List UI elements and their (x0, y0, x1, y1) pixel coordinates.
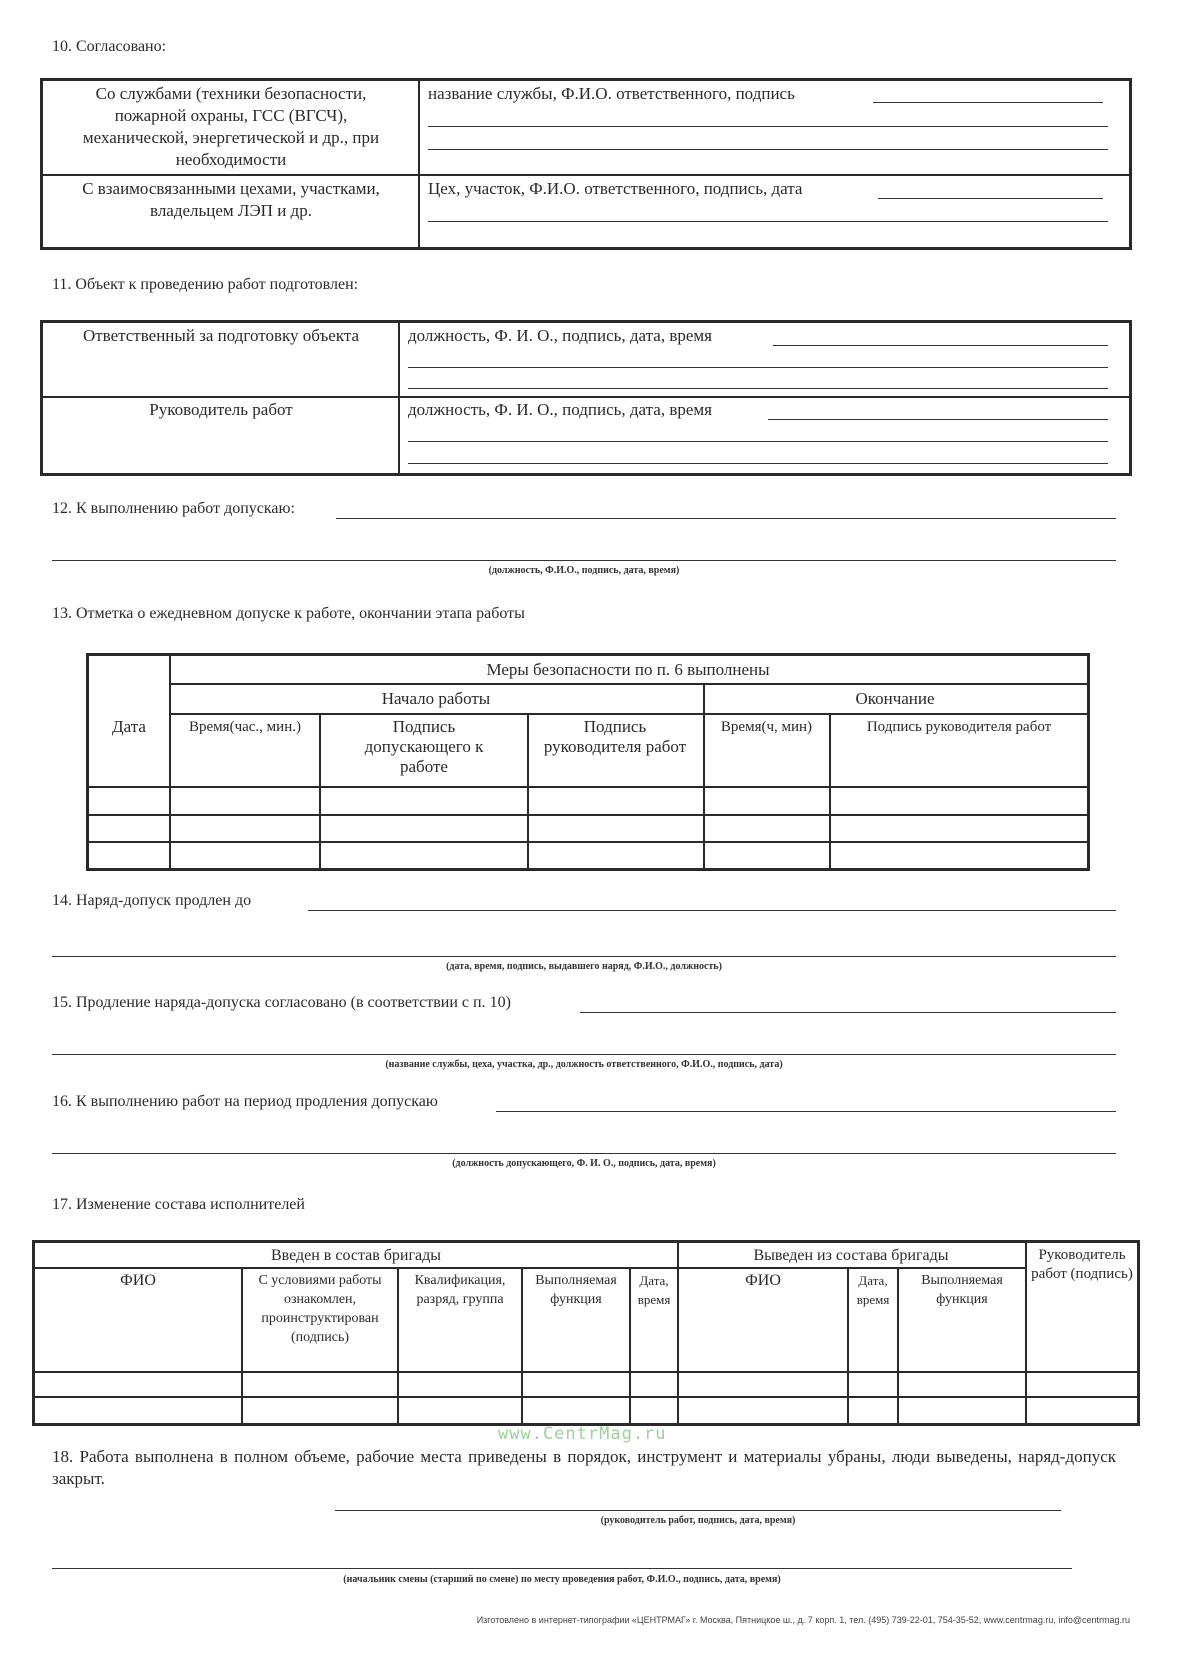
daily-admission-table (86, 653, 1090, 871)
section-18-line-2[interactable] (52, 1568, 1072, 1569)
work-leader-line[interactable] (768, 419, 1108, 420)
section-15-caption: (название службы, цеха, участка, др., должность ответственного, Ф.И.О., подпись, дата) (385, 1059, 783, 1070)
section-13-title: 13. Отметка о ежедневном допуске к работе, окончании этапа работы (52, 605, 525, 622)
crew-leader-sign-header: Руководитель работ (подпись) (1031, 1247, 1133, 1282)
object-prep-field-label: должность, Ф. И. О., подпись, дата, время (408, 326, 712, 345)
object-prep-line-2[interactable] (408, 367, 1108, 368)
section-14-line-2[interactable] (52, 956, 1116, 957)
section-18-caption-2: (начальник смены (старший по смене) по месту проведения работ, Ф.И.О., подпись, дата, время) (343, 1574, 781, 1585)
crew-in-qualification-header: Квалификация, разряд, группа (414, 1273, 506, 1307)
object-prep-responsible-label: Ответственный за подготовку объекта (82, 326, 360, 345)
section-10-title: 10. Согласовано: (52, 38, 167, 55)
section-16-line-1[interactable] (496, 1111, 1116, 1112)
crew-out-header: Выведен из состава бригады (753, 1247, 949, 1264)
leader-sign-header: Подпись руководителя работ (543, 717, 687, 756)
section-18-text: 18. Работа выполнена в полном объеме, рабочие места приведены в порядок, инструмент и материалы убраны, люди выведены, наряд-допуск закрыт. (52, 1447, 1116, 1488)
measures-done-header: Меры безопасности по п. 6 выполнены (486, 660, 770, 679)
crew-in-conditions-header: С условиями работы ознакомлен, проинструктирован (подпись) (258, 1273, 382, 1345)
print-footer: Изготовлено в интернет-типографии «ЦЕНТРМАГ» г. Москва, Пятницкое ш., д. 7 корп. 1, тел. (495) 739-22-01, 754-35-52, www.centrmag.ru, info@centrmag.ru (476, 1615, 1130, 1625)
section-18-line-1[interactable] (335, 1510, 1061, 1511)
section-16-title: 16. К выполнению работ на период продления допускаю (52, 1093, 438, 1110)
work-end-header: Окончание (855, 689, 935, 708)
agreement-workshops-line[interactable] (878, 198, 1103, 199)
section-12-caption: (должность, Ф.И.О., подпись, дата, время) (488, 565, 680, 576)
watermark: www.CentrMag.ru (498, 1424, 667, 1444)
date-header: Дата (112, 717, 146, 736)
work-leader-label: Руководитель работ (149, 400, 293, 419)
section-14-line-1[interactable] (308, 910, 1116, 911)
section-11-table (40, 320, 1132, 476)
section-15-title: 15. Продление наряда-допуска согласовано (в соответствии с п. 10) (52, 994, 511, 1011)
work-leader-field-label: должность, Ф. И. О., подпись, дата, время (408, 400, 712, 419)
admitter-sign-header: Подпись допускающего к работе (364, 717, 484, 776)
section-14-title: 14. Наряд-допуск продлен до (52, 892, 252, 909)
agreement-workshops-line-2[interactable] (428, 221, 1108, 222)
agreement-services-line-3[interactable] (428, 149, 1108, 150)
section-15-line-2[interactable] (52, 1054, 1116, 1055)
agreement-workshops-label: С взаимосвязанными цехами, участками, владельцем ЛЭП и др. (82, 179, 380, 220)
crew-out-datetime-header: Дата, время (856, 1273, 890, 1307)
start-time-header: Время(час., мин.) (189, 719, 301, 735)
work-leader-line-3[interactable] (408, 463, 1108, 464)
section-14-caption: (дата, время, подпись, выдавшего наряд, Ф.И.О., должность) (446, 961, 722, 972)
section-18-caption-1: (руководитель работ, подпись, дата, время) (600, 1515, 796, 1526)
work-start-header: Начало работы (381, 689, 491, 708)
crew-in-header: Введен в состав бригады (270, 1247, 442, 1264)
agreement-workshops-field-label: Цех, участок, Ф.И.О. ответственного, подпись, дата (428, 179, 803, 198)
section-15-line-1[interactable] (580, 1012, 1116, 1013)
crew-in-datetime-header: Дата, время (637, 1273, 671, 1307)
section-12-title: 12. К выполнению работ допускаю: (52, 500, 295, 517)
crew-in-fio-header: ФИО (120, 1272, 156, 1289)
agreement-services-line[interactable] (873, 102, 1103, 103)
agreement-services-line-2[interactable] (428, 126, 1108, 127)
crew-in-function-header: Выполняемая функция (535, 1273, 617, 1307)
section-10-table (40, 78, 1132, 250)
section-17-title: 17. Изменение состава исполнителей (52, 1196, 305, 1213)
section-16-caption: (должность допускающего, Ф. И. О., подпись, дата, время) (452, 1158, 716, 1169)
crew-out-function-header: Выполняемая функция (921, 1273, 1003, 1307)
end-time-header: Время(ч, мин) (720, 719, 813, 735)
section-12-line-2[interactable] (52, 560, 1116, 561)
agreement-services-field-label: название службы, Ф.И.О. ответственного, подпись (428, 84, 795, 103)
section-12-line-1[interactable] (336, 518, 1116, 519)
crew-out-fio-header: ФИО (745, 1272, 781, 1289)
work-leader-line-2[interactable] (408, 441, 1108, 442)
crew-change-table (32, 1240, 1140, 1426)
object-prep-line-3[interactable] (408, 388, 1108, 389)
section-16-line-2[interactable] (52, 1153, 1116, 1154)
agreement-services-label: Со службами (техники безопасности, пожарной охраны, ГСС (ВГСЧ), механической, энергетической и др., при необходимости (82, 84, 380, 169)
section-11-title: 11. Объект к проведению работ подготовлен: (52, 276, 359, 293)
object-prep-line[interactable] (773, 345, 1108, 346)
end-leader-sign-header: Подпись руководителя работ (866, 719, 1052, 735)
